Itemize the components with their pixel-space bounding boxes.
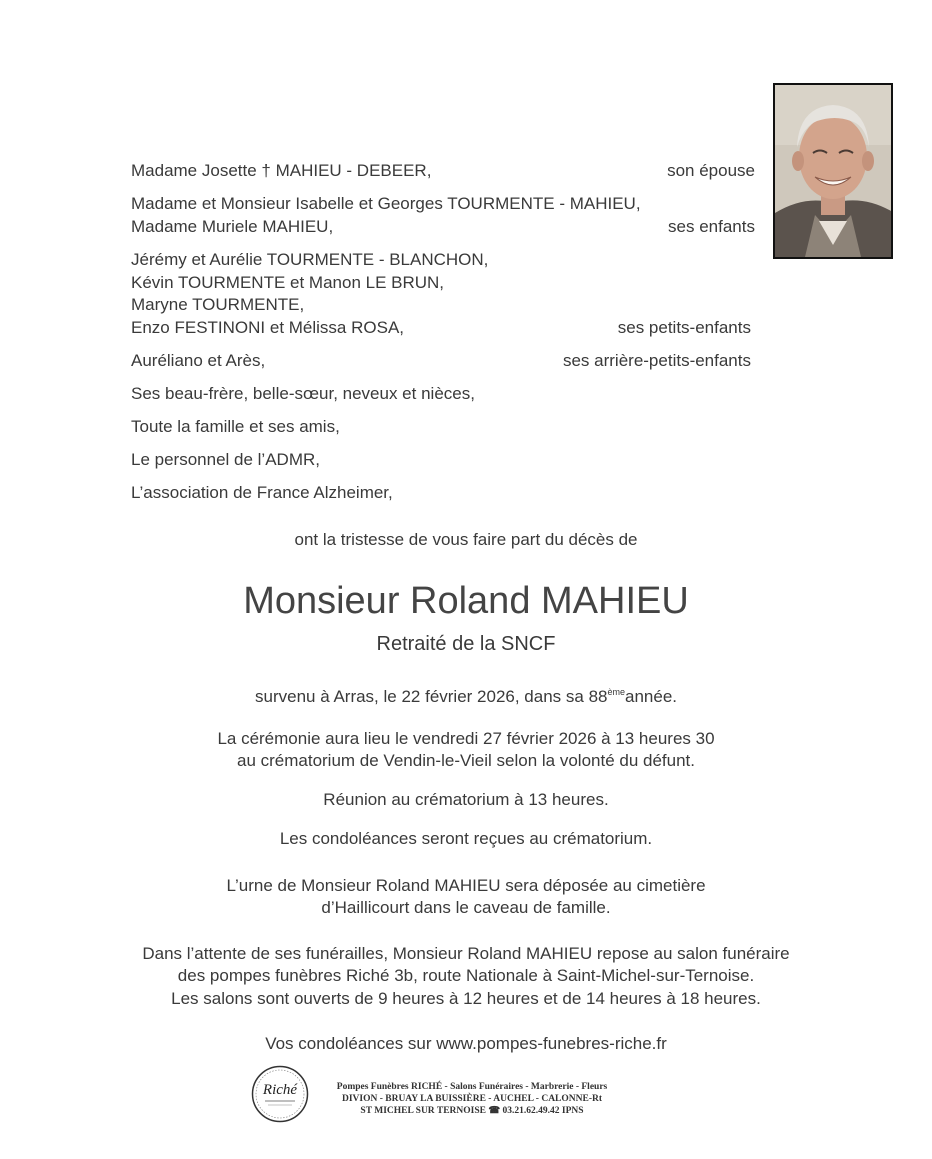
footer xyxy=(316,1081,628,1117)
funeral-home-line-1: Dans l’attente de ses funérailles, Monsieur Roland MAHIEU repose au salon funéraire xyxy=(142,944,790,963)
family-relation-0: son épouse xyxy=(667,161,755,180)
deceased-name: Monsieur Roland MAHIEU xyxy=(243,580,689,622)
intro-text: ont la tristesse de vous faire part du décès de xyxy=(294,530,638,549)
funeral-home-line-2: des pompes funèbres Riché 3b, route Nationale à Saint-Michel-sur-Ternoise. xyxy=(177,966,755,985)
family-name-8: Ses beau-frère, belle-sœur, neveux et nièces, xyxy=(131,384,475,403)
deceased-title: Retraité de la SNCF xyxy=(376,633,556,655)
ceremony-line-1: La cérémonie aura lieu le vendredi 27 février 2026 à 13 heures 30 xyxy=(217,729,715,748)
family-name-4: Kévin TOURMENTE et Manon LE BRUN, xyxy=(131,273,445,292)
family-name-3: Jérémy et Aurélie TOURMENTE - BLANCHON, xyxy=(131,250,489,269)
family-name-9: Toute la famille et ses amis, xyxy=(131,417,340,436)
footer-line-3: ST MICHEL SUR TERNOISE ☎ 03.21.62.49.42 IPNS xyxy=(360,1106,584,1116)
family-name-7: Auréliano et Arès, xyxy=(131,351,266,370)
family-name-6: Enzo FESTINONI et Mélissa ROSA, xyxy=(131,318,405,337)
riche-logo-seal xyxy=(251,1065,309,1123)
family-name-0: Madame Josette † MAHIEU - DEBEER, xyxy=(131,161,432,180)
family-relation-7: ses arrière-petits-enfants xyxy=(562,351,751,370)
death-text-after: année. xyxy=(625,687,677,706)
condolences-place: Les condoléances seront reçues au crématorium. xyxy=(279,829,653,848)
funeral-home-line-3: Les salons sont ouverts de 9 heures à 12 heures et de 14 heures à 18 heures. xyxy=(171,989,761,1008)
portrait-photo xyxy=(773,83,893,259)
family-relation-2: ses enfants xyxy=(668,217,755,236)
death-notice xyxy=(0,681,932,708)
urn-line-2: d’Haillicourt dans le caveau de famille. xyxy=(321,898,611,917)
family-name-5: Maryne TOURMENTE, xyxy=(131,295,305,314)
meeting-text: Réunion au crématorium à 13 heures. xyxy=(323,790,609,809)
family-name-10: Le personnel de l’ADMR, xyxy=(131,450,320,469)
family-name-11: L’association de France Alzheimer, xyxy=(131,483,393,502)
logo-text: Riché xyxy=(262,1082,298,1098)
ceremony-line-2: au crématorium de Vendin-le-Vieil selon la volonté du défunt. xyxy=(236,751,696,770)
urn-line-1: L’urne de Monsieur Roland MAHIEU sera déposée au cimetière xyxy=(226,876,706,895)
death-superscript: ème xyxy=(607,687,625,697)
online-condolences: Vos condoléances sur www.pompes-funebres-riche.fr xyxy=(265,1034,667,1053)
death-text-before: survenu à Arras, le 22 février 2026, dans sa 88 xyxy=(255,687,608,706)
family-name-2: Madame Muriele MAHIEU, xyxy=(131,217,334,236)
family-relation-6: ses petits-enfants xyxy=(617,318,751,337)
footer-line-2: DIVION - BRUAY LA BUISSIÈRE - AUCHEL - CALONNE-Rt xyxy=(341,1094,603,1104)
family-name-1: Madame et Monsieur Isabelle et Georges TOURMENTE - MAHIEU, xyxy=(131,194,641,213)
footer-line-1: Pompes Funèbres RICHÉ - Salons Funéraires - Marbrerie - Fleurs xyxy=(336,1082,608,1092)
